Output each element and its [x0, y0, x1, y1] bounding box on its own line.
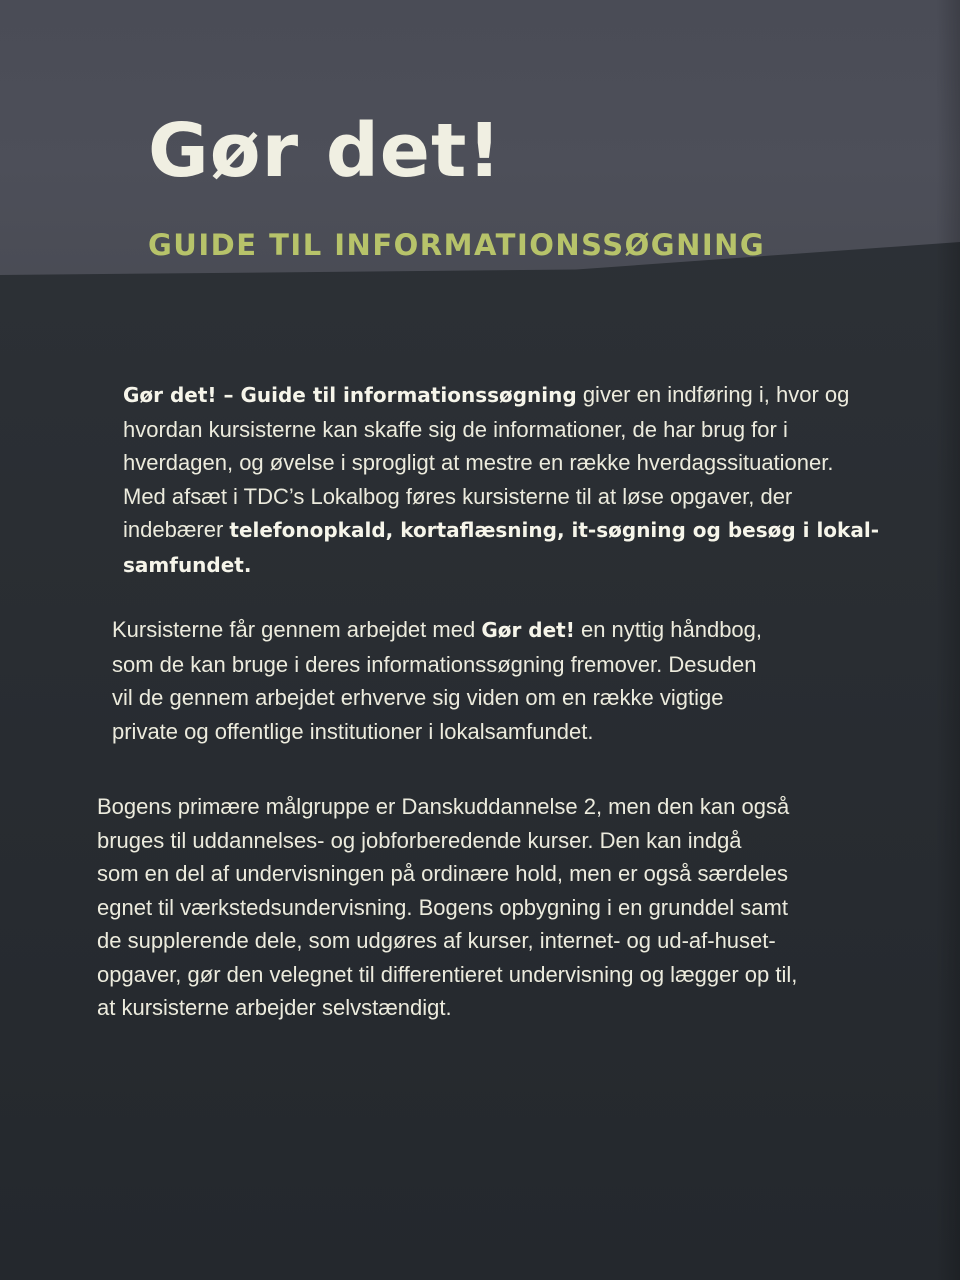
- description-paragraph-1: [123, 378, 879, 582]
- intro-bold-title: Gør det! – Guide til informationssøgning: [123, 383, 577, 407]
- paragraph-2-line-3: vil de gennem arbejdet erhverve sig viden om en række vigtige: [112, 685, 724, 710]
- paragraph-1-line-4: Med afsæt i TDC’s Lokalbog føres kursisterne til at løse opgaver, der: [123, 483, 793, 509]
- description-paragraph-2: [112, 613, 762, 748]
- paragraph-2-line-4: private og offentlige institutioner i lokalsamfundet.: [112, 718, 594, 744]
- paragraph-3-line: egnet til værkstedsundervisning. Bogens opbygning i en grunddel samt: [97, 894, 788, 920]
- cover-edge-shadow: [936, 0, 960, 1280]
- paragraph-2-line-1: [112, 613, 762, 648]
- paragraph-3-line: som en del af undervisningen på ordinære hold, men er også særdeles: [97, 861, 788, 886]
- description-paragraph-3: [97, 790, 797, 1025]
- book-title: Gør det!: [148, 108, 503, 194]
- paragraph-1-line-1: [123, 378, 879, 413]
- paragraph-2-line-1-start: Kursisterne får gennem arbejdet med: [112, 617, 482, 642]
- paragraph-2-line-2: som de kan bruge i deres informationssøgning fremover. Desuden: [112, 651, 757, 677]
- paragraph-3-line: bruges til uddannelses- og jobforberedende kurser. Den kan indgå: [97, 827, 742, 853]
- book-subtitle: GUIDE TIL INFORMATIONSSØGNING: [148, 228, 766, 262]
- title-mention-bold: Gør det!: [481, 618, 575, 642]
- paragraph-3-line: de supplerende dele, som udgøres af kurser, internet- og ud-af-huset-: [97, 928, 776, 953]
- paragraph-1-line-6: [123, 548, 879, 583]
- activities-bold-text: telefonopkald, kortaflæsning, it-søgning og besøg i lokal-: [229, 518, 879, 542]
- activities-bold-text-end: samfundet.: [123, 552, 252, 577]
- paragraph-3-line: opgaver, gør den velegnet til differentieret undervisning og lægger op til,: [97, 961, 798, 987]
- paragraph-1-line-5: [123, 513, 879, 548]
- paragraph-3-line: Bogens primære målgruppe er Danskuddannelse 2, men den kan også: [97, 794, 790, 819]
- paragraph-3-line: at kursisterne arbejder selvstændigt.: [97, 995, 452, 1020]
- paragraph-1-line-1-text: giver en indføring i, hvor og: [576, 382, 850, 407]
- paragraph-2-line-1-end: en nyttig håndbog,: [574, 617, 763, 642]
- paragraph-1-line-5-text: indebærer: [123, 517, 230, 542]
- paragraph-1-line-2: hvordan kursisterne kan skaffe sig de informationer, de har brug for i: [123, 416, 788, 442]
- paragraph-1-line-3: hverdagen, og øvelse i sprogligt at mestre en række hverdagssituationer.: [123, 450, 834, 475]
